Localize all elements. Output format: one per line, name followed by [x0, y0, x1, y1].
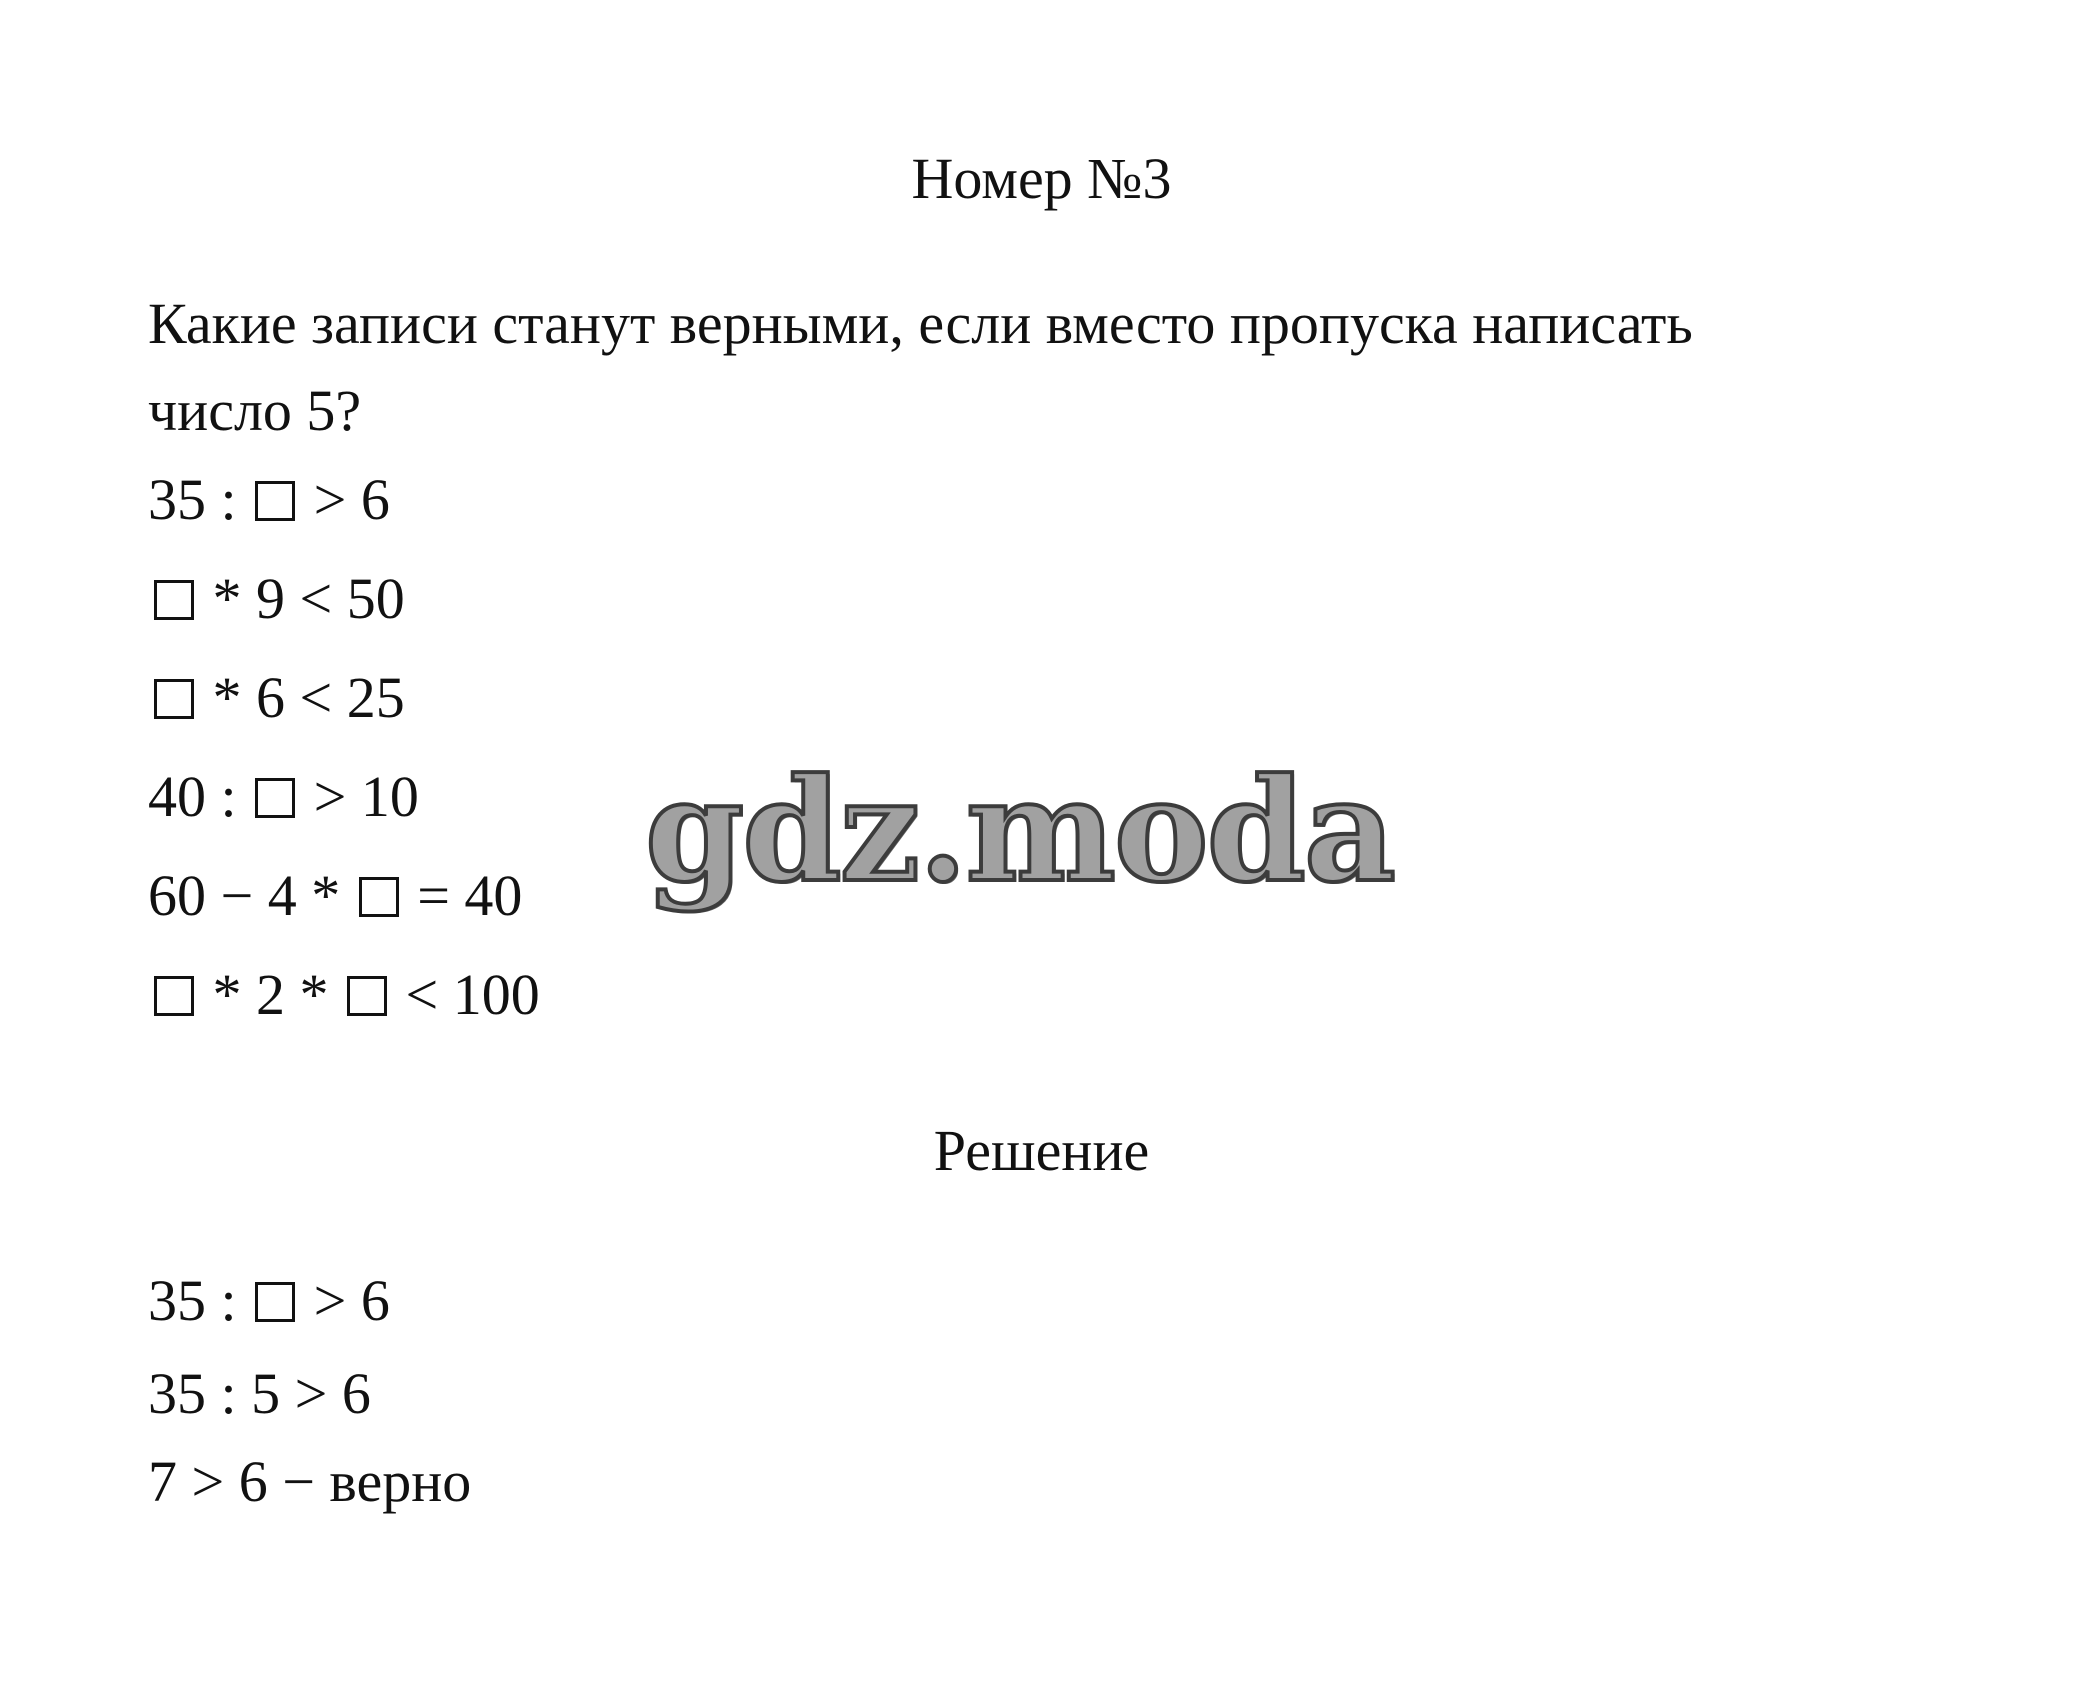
expression-1-left: 35 :	[148, 467, 237, 532]
question-line-2: число 5?	[148, 378, 362, 443]
expression-6-middle: * 2 *	[212, 962, 329, 1027]
expression-6	[148, 962, 540, 1027]
solution-line-3: 7 > 6 − верно	[148, 1449, 472, 1514]
question-line-1: Какие записи станут верными, если вместо пропуска написать	[148, 291, 1693, 356]
blank-box	[359, 877, 399, 917]
expression-5-right: = 40	[417, 863, 523, 928]
expression-4-right: > 10	[313, 764, 419, 829]
blank-box	[347, 976, 387, 1016]
expression-3	[148, 665, 405, 730]
solution-line-1	[148, 1268, 390, 1333]
expression-1-right: > 6	[313, 467, 390, 532]
expression-4	[148, 764, 419, 829]
expression-1	[148, 467, 390, 532]
blank-box	[154, 580, 194, 620]
expression-6-right: < 100	[405, 962, 540, 1027]
blank-box	[154, 976, 194, 1016]
expression-2-right: * 9 < 50	[212, 566, 405, 631]
expression-4-left: 40 :	[148, 764, 237, 829]
watermark-logo: gdz.moda	[645, 748, 1394, 914]
solution-title: Решение	[933, 1118, 1150, 1183]
expression-5	[148, 863, 523, 928]
blank-box	[255, 778, 295, 818]
blank-box	[154, 679, 194, 719]
blank-box	[255, 1282, 295, 1322]
task-title: Номер №3	[911, 146, 1172, 211]
solution-line-1-right: > 6	[313, 1268, 390, 1333]
solution-line-1-left: 35 :	[148, 1268, 237, 1333]
expression-2	[148, 566, 405, 631]
blank-box	[255, 481, 295, 521]
expression-5-left: 60 − 4 *	[148, 863, 341, 928]
solution-line-2: 35 : 5 > 6	[148, 1361, 371, 1426]
expression-3-right: * 6 < 25	[212, 665, 405, 730]
